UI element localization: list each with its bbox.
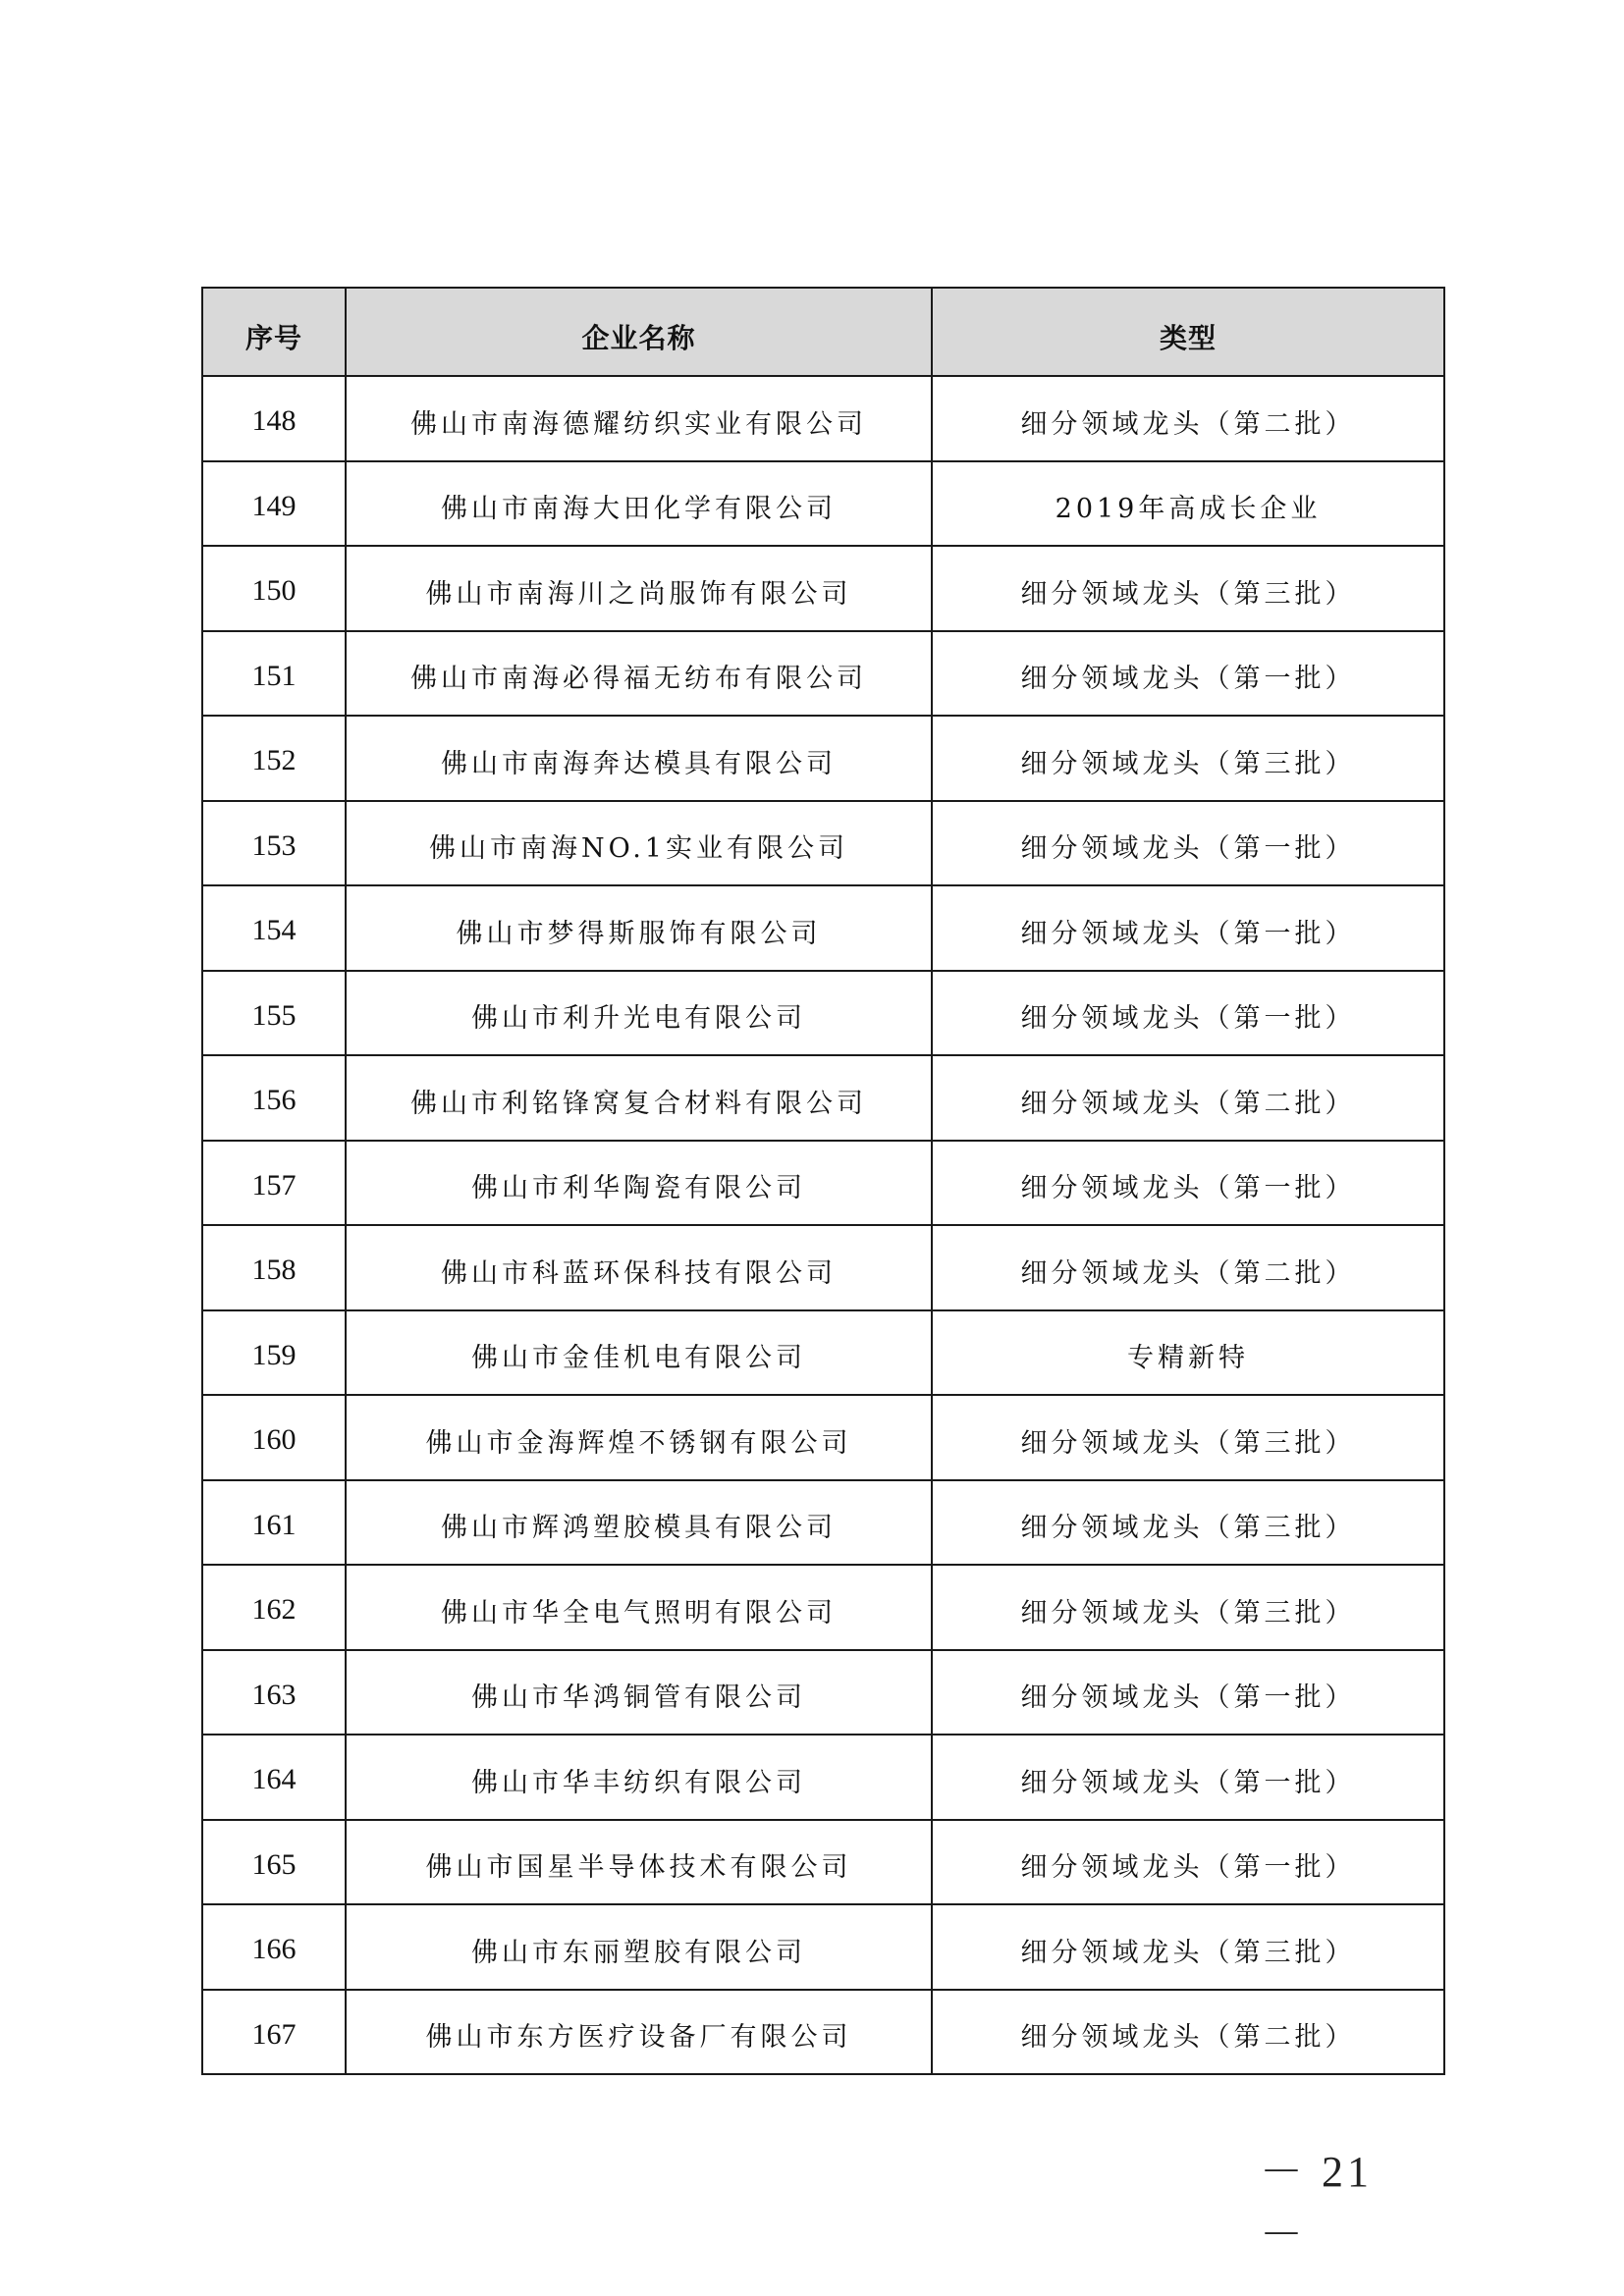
enterprise-table xyxy=(201,287,1445,2075)
type-cell: 细分领域龙头（第一批） xyxy=(932,971,1444,1056)
type-cell: 细分领域龙头（第三批） xyxy=(932,1565,1444,1650)
table-row xyxy=(202,376,1444,461)
type-cell: 细分领域龙头（第二批） xyxy=(932,376,1444,461)
serial-number-cell: 164 xyxy=(202,1735,346,1820)
type-cell: 细分领域龙头（第三批） xyxy=(932,716,1444,801)
serial-number-cell: 163 xyxy=(202,1650,346,1735)
company-name-cell: 佛山市东丽塑胶有限公司 xyxy=(346,1904,932,1990)
table-row xyxy=(202,1990,1444,2075)
table-row xyxy=(202,1395,1444,1480)
serial-number-cell: 154 xyxy=(202,885,346,971)
serial-number-cell: 162 xyxy=(202,1565,346,1650)
table-row xyxy=(202,631,1444,717)
company-name-cell: 佛山市利铭锋窝复合材料有限公司 xyxy=(346,1055,932,1141)
serial-number-cell: 157 xyxy=(202,1141,346,1226)
company-name-cell: 佛山市南海奔达模具有限公司 xyxy=(346,716,932,801)
serial-number-cell: 158 xyxy=(202,1225,346,1310)
company-name-cell: 佛山市辉鸿塑胶模具有限公司 xyxy=(346,1480,932,1566)
table-row xyxy=(202,1480,1444,1566)
table-row xyxy=(202,801,1444,886)
table-row xyxy=(202,885,1444,971)
type-cell: 细分领域龙头（第一批） xyxy=(932,885,1444,971)
serial-number-cell: 156 xyxy=(202,1055,346,1141)
table-row xyxy=(202,546,1444,631)
type-cell: 细分领域龙头（第二批） xyxy=(932,1225,1444,1310)
company-name-cell: 佛山市利升光电有限公司 xyxy=(346,971,932,1056)
company-name-cell: 佛山市南海必得福无纺布有限公司 xyxy=(346,631,932,717)
type-cell: 细分领域龙头（第三批） xyxy=(932,1480,1444,1566)
table-header-row xyxy=(202,288,1444,376)
serial-number-cell: 165 xyxy=(202,1820,346,1905)
serial-number-cell: 166 xyxy=(202,1904,346,1990)
company-name-cell: 佛山市梦得斯服饰有限公司 xyxy=(346,885,932,971)
type-cell: 细分领域龙头（第一批） xyxy=(932,801,1444,886)
serial-number-cell: 159 xyxy=(202,1310,346,1396)
serial-number-cell: 148 xyxy=(202,376,346,461)
serial-number-cell: 151 xyxy=(202,631,346,717)
company-name-cell: 佛山市华鸿铜管有限公司 xyxy=(346,1650,932,1735)
serial-number-cell: 167 xyxy=(202,1990,346,2075)
company-name-cell: 佛山市东方医疗设备厂有限公司 xyxy=(346,1990,932,2075)
company-name-cell: 佛山市南海川之尚服饰有限公司 xyxy=(346,546,932,631)
type-cell: 专精新特 xyxy=(932,1310,1444,1396)
type-cell: 2019年高成长企业 xyxy=(932,461,1444,547)
type-cell: 细分领域龙头（第三批） xyxy=(932,1395,1444,1480)
table-body xyxy=(202,376,1444,2074)
type-cell: 细分领域龙头（第二批） xyxy=(932,1055,1444,1141)
serial-number-cell: 152 xyxy=(202,716,346,801)
serial-number-cell: 150 xyxy=(202,546,346,631)
table-row xyxy=(202,1141,1444,1226)
type-cell: 细分领域龙头（第二批） xyxy=(932,1990,1444,2075)
page-number: － 21 － xyxy=(1260,2148,1373,2259)
company-name-cell: 佛山市华丰纺织有限公司 xyxy=(346,1735,932,1820)
company-name-cell: 佛山市华全电气照明有限公司 xyxy=(346,1565,932,1650)
type-cell: 细分领域龙头（第一批） xyxy=(932,631,1444,717)
company-name-cell: 佛山市南海德耀纺织实业有限公司 xyxy=(346,376,932,461)
company-name-cell: 佛山市利华陶瓷有限公司 xyxy=(346,1141,932,1226)
company-name-cell: 佛山市南海大田化学有限公司 xyxy=(346,461,932,547)
table-row xyxy=(202,1904,1444,1990)
table-row xyxy=(202,1225,1444,1310)
company-name-cell: 佛山市金海辉煌不锈钢有限公司 xyxy=(346,1395,932,1480)
serial-number-cell: 161 xyxy=(202,1480,346,1566)
table-row xyxy=(202,1650,1444,1735)
table-row xyxy=(202,1565,1444,1650)
serial-number-cell: 155 xyxy=(202,971,346,1056)
table-row xyxy=(202,1735,1444,1820)
type-cell: 细分领域龙头（第一批） xyxy=(932,1650,1444,1735)
serial-number-cell: 149 xyxy=(202,461,346,547)
company-name-cell: 佛山市科蓝环保科技有限公司 xyxy=(346,1225,932,1310)
type-cell: 细分领域龙头（第一批） xyxy=(932,1141,1444,1226)
company-name-cell: 佛山市国星半导体技术有限公司 xyxy=(346,1820,932,1905)
type-cell: 细分领域龙头（第三批） xyxy=(932,1904,1444,1990)
type-cell: 细分领域龙头（第一批） xyxy=(932,1735,1444,1820)
header-type: 类型 xyxy=(932,288,1444,376)
type-cell: 细分领域龙头（第一批） xyxy=(932,1820,1444,1905)
table-row xyxy=(202,1310,1444,1396)
serial-number-cell: 153 xyxy=(202,801,346,886)
company-name-cell: 佛山市金佳机电有限公司 xyxy=(346,1310,932,1396)
header-serial-number: 序号 xyxy=(202,288,346,376)
table-row xyxy=(202,461,1444,547)
table-row xyxy=(202,716,1444,801)
table-row xyxy=(202,971,1444,1056)
serial-number-cell: 160 xyxy=(202,1395,346,1480)
company-name-cell: 佛山市南海NO.1实业有限公司 xyxy=(346,801,932,886)
table-row xyxy=(202,1820,1444,1905)
header-company-name: 企业名称 xyxy=(346,288,932,376)
type-cell: 细分领域龙头（第三批） xyxy=(932,546,1444,631)
table-row xyxy=(202,1055,1444,1141)
